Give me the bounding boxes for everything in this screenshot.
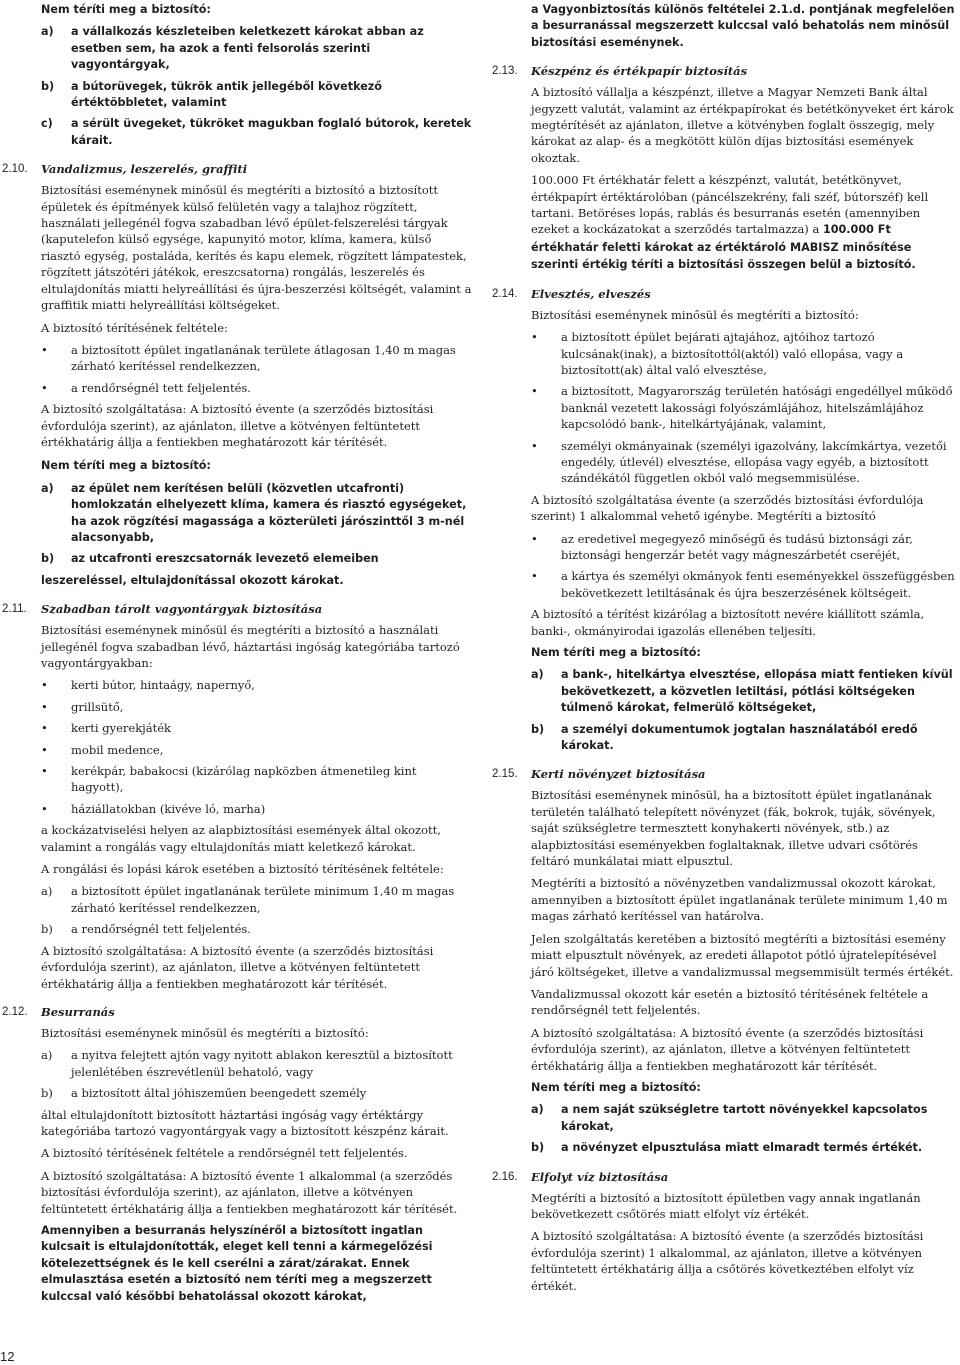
section-2-12 bbox=[2, 1004, 472, 1305]
bullet-item: • kerékpár, babakocsi (kizárólag napközben átmenetileg kint hagyott), bbox=[41, 763, 472, 796]
paragraph: Biztosítási eseménynek minősül és megtéríti a biztosító: bbox=[41, 1025, 369, 1040]
bullet-item: • kerti gyerekjáték bbox=[41, 720, 472, 736]
paragraph: A biztosító szolgáltatása: A biztosító évente (a szerződés biztosítási évfordulója szerint), az ajánlaton, illetve a kötvényen feltüntetett értékhatárig állja a fentiekben meghatározott kár térítését. bbox=[41, 402, 434, 449]
section-2-14 bbox=[492, 286, 960, 755]
bullet-item: • a biztosított épület ingatlanának területe átlagosan 1,40 m magas zárható kerítéssel rendelkezzen, bbox=[41, 342, 472, 375]
paragraph: Biztosítási eseménynek minősül, ha a biztosított épület ingatlanának területén található telepített növényzet (fák, bokrok, tuják, sövények, saját szükségletre termesztett konyhakerti növények, stb.) az alapbiztosítási eseményekben foglaltaknak, illetve udvari csőtörés feltáró munkálatai miatt elpusztul. bbox=[531, 788, 936, 869]
paragraph: A biztosító szolgáltatása: A biztosító évente (a szerződés biztosítási évfordulója szerint), az ajánlaton, illetve a kötvényen feltüntetett értékhatárig állja a fentiekben meghatározott kár térítését. bbox=[531, 1025, 924, 1073]
section-2-13 bbox=[492, 63, 960, 273]
bullet-item: • a biztosított épület bejárati ajtajához, ajtóihoz tartozó kulcsának(inak), a biztosítottól(aktól) való ellopása, vagy a biztosított(ak) által való elvesztése, bbox=[531, 329, 960, 378]
paragraph: A biztosító térítésének feltétele: bbox=[41, 320, 228, 335]
paragraph: Biztosítási eseménynek minősül és megtéríti a biztosító a használati jellegénél fogva szabadban lévő, háztartási ingóság kategóriába tartozó vagyontárgyakban: bbox=[41, 623, 460, 670]
bullet-item: • az eredetivel megegyező minőségű és tudású biztonsági zár, biztonsági hengerzár betét vagy mágneszárbetét cseréjét, bbox=[531, 531, 960, 564]
paragraph: A biztosító szolgáltatása: A biztosító évente (a szerződés biztosítási évfordulója szerint), az ajánlaton, illetve a kötvényen feltüntetett értékhatárig állja a fentiekben meghatározott kár térítését. bbox=[41, 943, 434, 991]
intro-item-c: c) a sérült üvegeket, tükröket magukban foglaló bútorok, keretek kárait. bbox=[41, 117, 472, 147]
intro-heading: Nem téríti meg a biztosító: bbox=[41, 3, 211, 16]
paragraph: Biztosítási eseménynek minősül és megtéríti a biztosító a biztosított épületek és építmények külső felületén vagy a talajhoz rögzített, használati jellegénél fogva szabadban lévő épület-felszerelési tárgyak (kaputelefon külső egysége, kapunyitó motor, klíma, kamera, külső riasztó egység, postaláda, kerítés és kapu elemek, rögzített lámpatestek, rögzített játszótéri játékok, ereszcsatorna) rongálás, leszerelés és eltulajdonítás miatti helyreállítási és újra-beszerzési költségét, valamint a graffitik miatti helyreállítási költségeket. bbox=[41, 183, 472, 313]
paragraph: A rongálási és lopási károk esetében a biztosító térítésének feltétele: bbox=[41, 862, 444, 877]
section-number: 2.16. bbox=[492, 1170, 518, 1183]
list-item: a) a biztosított épület ingatlanának területe minimum 1,40 m magas zárható kerítéssel rendelkezzen, bbox=[41, 884, 455, 915]
list-item: a) a nyitva felejtett ajtón vagy nyitott ablakon keresztül a biztosított jelenlétében észrevétlenül behatoló, vagy bbox=[41, 1048, 453, 1079]
list-item: b) a biztosított által jóhiszeműen beengedett személy bbox=[41, 1086, 367, 1101]
paragraph: A biztosító a térítést kizárólag a biztosított nevére kiállított számla, banki-, okmányirodai igazolás ellenében teljesíti. bbox=[531, 607, 925, 638]
paragraph: A biztosító szolgáltatása évente (a szerződés biztosítási évfordulója szerint) 1 alkalommal vehető igénybe. Megtéríti a biztosító bbox=[531, 492, 924, 524]
section-title: Szabadban tárolt vagyontárgyak biztosítása bbox=[41, 602, 323, 617]
paragraph: által eltulajdonított biztosított háztartási ingóság vagy értéktárgy kategóriába tartozó vagyontárgyak vagy a biztosított készpénz kárait. bbox=[41, 1107, 449, 1138]
bullet-item: • mobil medence, bbox=[41, 742, 472, 758]
bullet-item: • személyi okmányainak (személyi igazolvány, lakcímkártya, vezetői engedély, útlevél) elvesztése, ellopása vagy egyéb, a biztosított szándékától független okból való megsemmisülése. bbox=[531, 438, 960, 487]
exclusion-item: b) a személyi dokumentumok jogtalan használatából eredő károkat. bbox=[531, 722, 918, 753]
paragraph: Megtéríti a biztosító a növényzetben vandalizmussal okozott károkat, amennyiben a biztosított épület ingatlanának területe minimum 1,40 m magas zárható kerítéssel van határolva. bbox=[531, 876, 948, 924]
section-number: 2.14. bbox=[492, 287, 518, 300]
bold-span: 100.000 Ft értékhatár feletti károkat az értéktároló MABISZ minősítése szerinti értékig téríti a biztosítási összegen belül a biztosító. bbox=[531, 223, 916, 272]
exclusion-heading: Nem téríti meg a biztosító: bbox=[41, 459, 211, 473]
section-number: 2.10. bbox=[2, 163, 28, 176]
section-number: 2.15. bbox=[492, 768, 518, 781]
section-number: 2.12. bbox=[2, 1005, 28, 1018]
paragraph: Jelen szolgáltatás keretében a biztosító megtéríti a biztosítási esemény miatt elpusztult növények, az eredeti állapotot pótló újratelepítésével járó költségeket, illetve a vandalizmussal megsemmisült termés értékét. bbox=[531, 931, 954, 979]
exclusion-item: a) az épület nem kerítésen belüli (közvetlen utcafronti) homlokzatán elhelyezett klíma, kamera és riasztó egységeket, ha azok rögzítési magassága a közterületi járószinttől 3 m-nél alacsonyabb, bbox=[41, 481, 467, 544]
section-2-16 bbox=[492, 1169, 960, 1294]
bullet-item: • kerti bútor, hintaágy, napernyő, bbox=[41, 677, 472, 693]
paragraph: A biztosító vállalja a készpénzt, illetve a Magyar Nemzeti Bank által jegyzett valutát, valamint az értékpapírokat és betétkönyveket ért károk megtérítését az ajánlaton, illetve a kötvényben foglalt összegig, mely károkat az alap- és a megkötött külön díjas biztosítási események okoztak. bbox=[531, 85, 954, 165]
left-column bbox=[2, 2, 472, 1311]
bullet-item: • a kártya és személyi okmányok fenti eseményekkel összefüggésben bekövetkezett letiltásának és újra beszerzésének költségeit. bbox=[531, 568, 960, 601]
exclusion-heading: Nem téríti meg a biztosító: bbox=[531, 646, 701, 659]
section-2-11 bbox=[2, 601, 472, 992]
section-title: Elfolyt víz biztosítása bbox=[531, 1169, 669, 1184]
paragraph: a kockázatviselési helyen az alapbiztosítási események által okozott, valamint a rongálás vagy eltulajdonítás miatt keletkező károkat. bbox=[41, 823, 441, 854]
section-number: 2.11. bbox=[2, 603, 27, 616]
exclusion-tail: leszereléssel, eltulajdonítással okozott károkat. bbox=[41, 573, 344, 587]
section-title: Készpénz és értékpapír biztosítás bbox=[531, 64, 748, 79]
intro-item-b: b) a bútorüvegek, tükrök antik jellegéből következő értéktöbbletet, valamint bbox=[41, 79, 382, 110]
section-title: Elvesztés, elveszés bbox=[531, 286, 651, 301]
intro-item-a: a) a vállalkozás készleteiben keletkezett károkat abban az esetben sem, ha azok a fenti felsorolás szerinti vagyontárgyak, bbox=[41, 25, 424, 72]
section-title: Besurranás bbox=[41, 1004, 115, 1019]
paragraph: A biztosító térítésének feltétele a rendőrségnél tett feljelentés. bbox=[41, 1146, 408, 1161]
list-item: b) a rendőrségnél tett feljelentés. bbox=[41, 922, 251, 937]
section-number: 2.13. bbox=[492, 65, 518, 78]
exclusion-item: b) az utcafronti ereszcsatornák levezető elemeiben bbox=[41, 552, 379, 566]
bullet-item: • grillsütő, bbox=[41, 699, 472, 715]
exclusion-item: a) a nem saját szükségletre tartott növényekkel kapcsolatos károkat, bbox=[531, 1103, 928, 1133]
paragraph: A biztosító szolgáltatása: A biztosító évente (a szerződés biztosítási évfordulója szerint) 1 alkalommal, az ajánlaton, illetve a kötvényen feltüntetett értékhatárig állja a csőtörés következtében elfolyt víz értékét. bbox=[531, 1229, 924, 1293]
paragraph: A biztosító szolgáltatása: A biztosító évente 1 alkalommal (a szerződés biztosítási évfordulója szerint), az ajánlaton, illetve a kötvényen feltüntetett értékhatárig állja a fentiekben meghatározott kár térítését. bbox=[41, 1168, 458, 1216]
paragraph: Vandalizmussal okozott kár esetén a biztosító térítésének feltétele a rendőrségnél tett feljelentés. bbox=[531, 986, 929, 1018]
section-2-10 bbox=[2, 161, 472, 589]
bullet-item: • háziállatokban (kivéve ló, marha) bbox=[41, 801, 472, 817]
bullet-item: • a biztosított, Magyarország területén hatósági engedéllyel működő banknál vezetett lakossági folyószámlájához, hitelszámlájához kapcsolódó bank-, hitelkártyájának, valamint, bbox=[531, 383, 960, 432]
paragraph: Megtéríti a biztosító a biztosított épületben vagy annak ingatlanán bekövetkezett csőtörés miatt elfolyt víz értékét. bbox=[531, 1190, 921, 1221]
exclusion-heading: Nem téríti meg a biztosító: bbox=[531, 1080, 701, 1094]
intro-block bbox=[41, 2, 472, 149]
continuation-bold: a Vagyonbiztosítás különös feltételei 2.1.d. pontjának megfelelően a besurranással megszerzett kulccsal való behatolás nem minősül biztosítási eseménynek. bbox=[531, 3, 955, 49]
page-number: 12 bbox=[0, 1349, 15, 1364]
exclusion-item: b) a növényzet elpusztulása miatt elmaradt termés értékét. bbox=[531, 1141, 923, 1155]
bold-paragraph: Amennyiben a besurranás helyszínéről a biztosított ingatlan kulcsait is eltulajdonították, eleget kell tenni a kármegelőzési kötelezettségnek és le kell cserélni a zárat/zárakat. Ennek elmulasztása esetén a biztosító nem téríti meg a megszerzett kulccsal való későbbi behatolással okozott károkat, bbox=[41, 1223, 433, 1303]
section-2-15 bbox=[492, 766, 960, 1156]
right-column bbox=[492, 2, 960, 1300]
bullet-item: • a rendőrségnél tett feljelentés. bbox=[41, 380, 472, 396]
exclusion-item: a) a bank-, hitelkártya elvesztése, ellopása miatt fentieken kívül bekövetkezett, a közvetlen letiltási, pótlási költségeken túlmenő károkat, felmerülő költségeket, bbox=[531, 668, 953, 715]
paragraph: Biztosítási eseménynek minősül és megtéríti a biztosító: bbox=[531, 307, 859, 322]
section-title: Kerti növényzet biztosítása bbox=[531, 767, 706, 782]
section-title: Vandalizmus, leszerelés, graffiti bbox=[41, 162, 248, 177]
paragraph: 100.000 Ft értékhatár felett a készpénzt, valutát, betétkönyvet, értékpapírt értéktárolóban (páncélszekrény, fali széf, bútorszéf) kell tartani. Betöréses lopás, rablás és besurranás esetén (amennyiben ezeket a kockázatokat a szerződés tartalmazza) a 100.000 Ft értékhatár feletti károkat az értéktároló MABISZ minősítése szerinti értékig téríti a biztosítási összegen belül a biztosító. bbox=[531, 173, 929, 272]
